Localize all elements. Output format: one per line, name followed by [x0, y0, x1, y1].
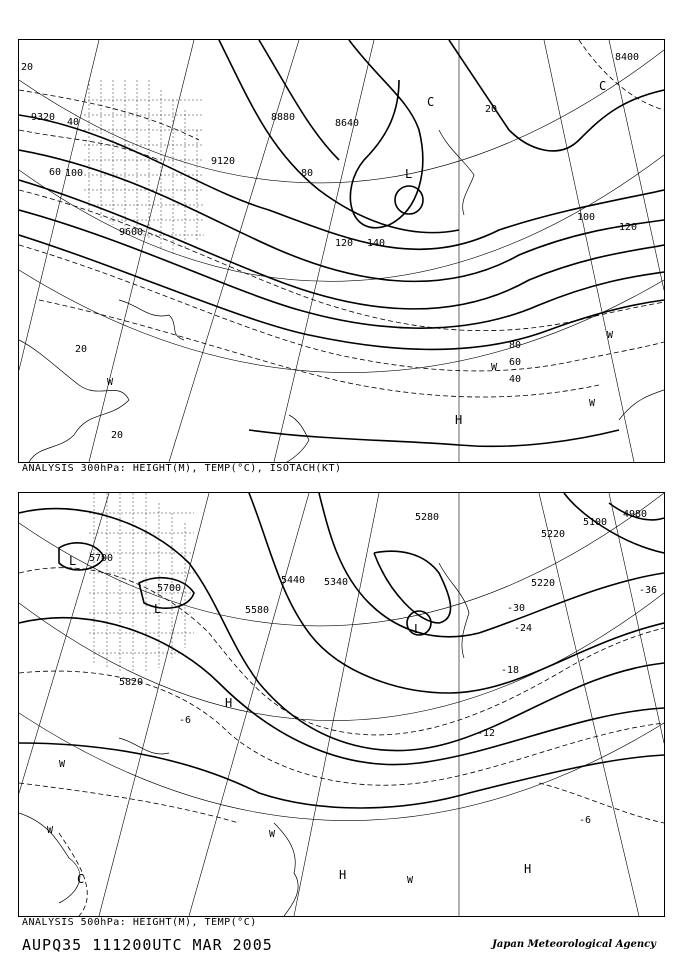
- height-label: 5340: [324, 577, 349, 588]
- temperature-label: -18: [501, 665, 520, 676]
- coastlines: [19, 130, 664, 462]
- isotach-label: 60: [49, 167, 62, 178]
- height-label: 5700: [89, 553, 114, 564]
- temperature-label: -12: [477, 728, 496, 739]
- height-label: 5280: [415, 512, 440, 523]
- graticule-parallels: [19, 493, 664, 821]
- low-center-label: L: [154, 602, 162, 616]
- isotach-label: 20: [485, 104, 498, 115]
- cold-center-label: C: [77, 872, 85, 886]
- warm-center-label: W: [59, 759, 66, 770]
- temperature-label: -36: [639, 585, 658, 596]
- height-label: 8640: [335, 118, 360, 129]
- height-label: 9120: [211, 156, 236, 167]
- isotach-label: 80: [301, 168, 314, 179]
- high-center-label: H: [524, 862, 532, 876]
- warm-center-label: W: [607, 330, 614, 341]
- isotach-label: 120: [335, 238, 354, 249]
- low-center-label: L: [69, 554, 77, 568]
- isotach-label: 40: [509, 374, 522, 385]
- high-center-label: H: [339, 868, 347, 882]
- height-label: 8400: [615, 52, 640, 63]
- warm-center-label: W: [107, 377, 114, 388]
- isotach-label: 20: [21, 62, 34, 73]
- isotach-label: 120: [619, 222, 638, 233]
- caption-500hpa: ANALYSIS 500hPa: HEIGHT(M), TEMP(°C): [22, 917, 257, 928]
- isotach-label: 80: [509, 340, 522, 351]
- warm-center-label: W: [269, 829, 276, 840]
- height-label: 5220: [531, 578, 556, 589]
- high-center-label: H: [455, 413, 463, 427]
- isotach-label: 20: [75, 344, 88, 355]
- coastlines: [19, 563, 469, 916]
- cold-center-label: C: [427, 95, 435, 109]
- isotach-contours: [19, 40, 664, 397]
- isotach-label: 100: [577, 212, 596, 223]
- graticule-meridians: [19, 40, 664, 462]
- low-center-ring: [395, 186, 423, 214]
- temperature-label: -24: [514, 623, 533, 634]
- temperature-label: -6: [179, 715, 192, 726]
- height-label: 5820: [119, 677, 144, 688]
- warm-center-label: W: [589, 398, 596, 409]
- map-300hpa-svg: [19, 40, 664, 462]
- hatched-area: [84, 80, 204, 255]
- temperature-label: -30: [507, 603, 526, 614]
- isotach-label: 40: [67, 117, 80, 128]
- height-label: 5440: [281, 575, 306, 586]
- height-label: 5100: [583, 517, 608, 528]
- height-label: 5220: [541, 529, 566, 540]
- warm-center-label: W: [491, 362, 498, 373]
- map-panel-300hpa: [18, 39, 665, 463]
- map-500hpa-svg: [19, 493, 664, 916]
- height-label: 4980: [623, 509, 648, 520]
- temperature-label: -6: [579, 815, 592, 826]
- height-label: 9600: [119, 227, 144, 238]
- isotach-label: 100: [65, 168, 84, 179]
- agency-name: Japan Meteorological Agency: [492, 939, 656, 950]
- product-id: AUPQ35 111200UTC MAR 2005: [22, 936, 273, 954]
- height-label: 9320: [31, 112, 56, 123]
- low-center-label: L: [414, 622, 422, 636]
- warm-center-label: W: [47, 825, 54, 836]
- height-label: 5700: [157, 583, 182, 594]
- height-contours: [19, 493, 664, 808]
- isotach-label: 20: [111, 430, 124, 441]
- map-panel-500hpa: [18, 492, 665, 917]
- height-label: 5580: [245, 605, 270, 616]
- caption-300hpa: ANALYSIS 300hPa: HEIGHT(M), TEMP(°C), ISOTACH(KT): [22, 463, 342, 474]
- warm-center-label: W: [407, 875, 414, 886]
- height-label: 8880: [271, 112, 296, 123]
- low-center-label: L: [405, 167, 413, 181]
- high-center-label: H: [225, 696, 233, 710]
- isotach-label: 60: [509, 357, 522, 368]
- graticule-meridians: [19, 493, 664, 916]
- isotach-label: 140: [367, 238, 386, 249]
- cold-center-label: C: [599, 79, 607, 93]
